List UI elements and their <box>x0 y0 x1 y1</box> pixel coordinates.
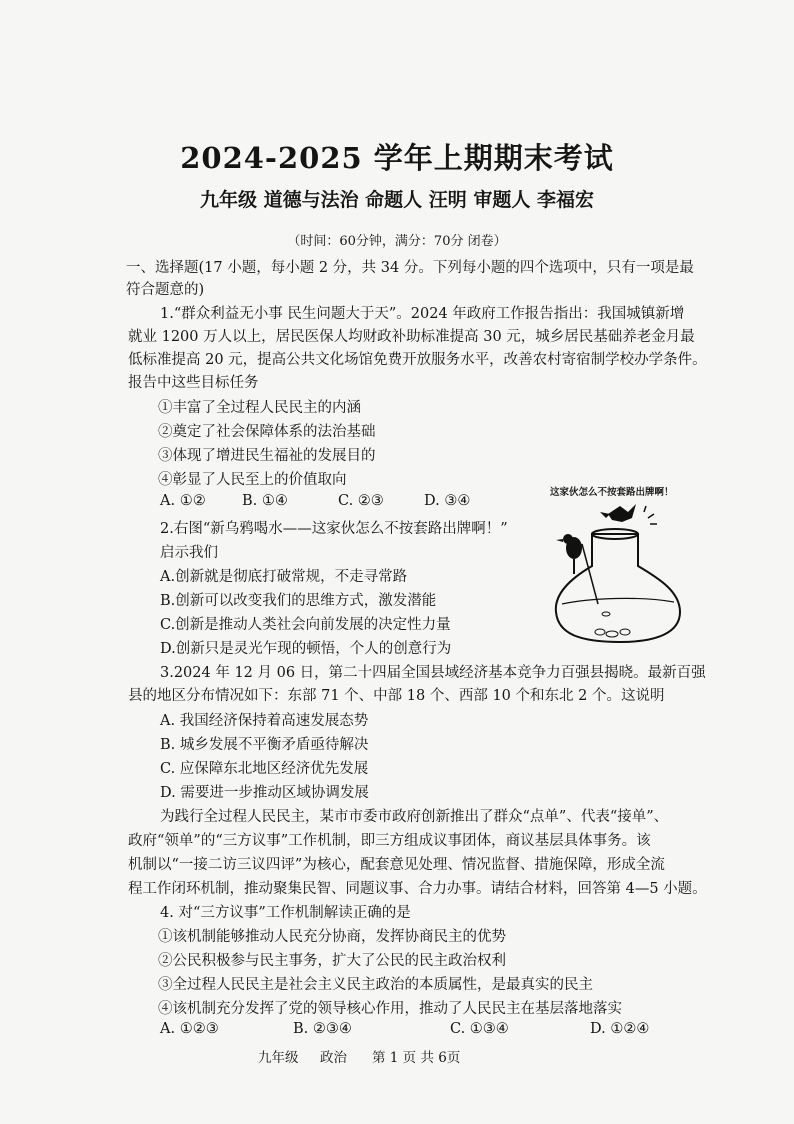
q4-stem: 4. 对“三方议事”工作机制解读正确的是 <box>160 905 411 921</box>
q4-statement-2: ②公民积极参与民主事务，扩大了公民的民主政治权利 <box>158 953 506 969</box>
q1-stem-line2: 就业 1200 万人以上，居民医保人均财政补助标准提高 30 元，城乡居民基础养老金月最 <box>128 329 695 345</box>
q1-option-c: C. ②③ <box>338 493 384 509</box>
footer-grade: 九年级 <box>258 1050 299 1066</box>
q3-stem-line2: 县的地区分布情况如下：东部 71 个、中部 18 个、西部 10 个和东北 2 个。这说明 <box>128 688 665 704</box>
material-line1: 为践行全过程人民民主，某市市委市政府创新推出了群众“点单”、代表“接单”、 <box>160 809 669 825</box>
q2-option-b: B.创新可以改变我们的思维方式，激发潜能 <box>160 593 437 609</box>
q3-option-b: B. 城乡发展不平衡矛盾亟待解决 <box>160 737 369 753</box>
q1-option-b: B. ①④ <box>242 493 288 509</box>
q3-stem-line1: 3.2024 年 12 月 06 日，第二十四届全国县域经济基本竞争力百强县揭晓。最新百强 <box>160 665 706 681</box>
section-heading-line2: 符合题意的) <box>126 282 205 298</box>
exam-subtitle: 九年级 道德与法治 命题人 汪明 审题人 李福宏 <box>199 189 595 211</box>
q1-stem-line3: 低标准提高 20 元，提高公共文化场馆免费开放服务水平，改善农村寄宿制学校办学条件。 <box>128 352 707 368</box>
section-heading-line1: 一、选择题(17 小题，每小题 2 分，共 34 分。下列每小题的四个选项中，只有一项是最 <box>126 260 694 276</box>
q4-statement-4: ④该机制充分发挥了党的领导核心作用，推动了人民民主在基层落地落实 <box>158 1001 622 1017</box>
q4-option-a: A. ①②③ <box>160 1021 219 1037</box>
q3-option-d: D. 需要进一步推动区域协调发展 <box>160 785 369 801</box>
q3-option-c: C. 应保障东北地区经济优先发展 <box>160 761 369 777</box>
exam-title: 2024-2025 学年上期期末考试 <box>180 141 614 175</box>
crow-cartoon <box>540 484 700 649</box>
footer-page: 第 1 页 共 6页 <box>372 1050 461 1066</box>
material-line4: 程工作闭环机制，推动聚集民智、同题议事、合力办事。请结合材料，回答第 4—5 小题。 <box>128 881 707 897</box>
material-line2: 政府“领单”的“三方议事”工作机制，即三方组成议事团体，商议基层具体事务。该 <box>128 833 651 849</box>
q2-option-a: A.创新就是彻底打破常规，不走寻常路 <box>160 569 408 585</box>
vase-illustration <box>540 484 700 649</box>
exam-meta: （时间：60分钟，满分：70分 闭卷） <box>287 234 507 249</box>
q4-statement-1: ①该机制能够推动人民充分协商，发挥协商民主的优势 <box>158 929 506 945</box>
q4-option-b: B. ②③④ <box>293 1021 352 1037</box>
q1-statement-2: ②奠定了社会保障体系的法治基础 <box>158 424 376 440</box>
q4-option-c: C. ①③④ <box>450 1021 509 1037</box>
footer-subject: 政治 <box>320 1050 347 1066</box>
q1-option-a: A. ①② <box>160 493 206 509</box>
q4-statement-3: ③全过程人民民主是社会主义民主政治的本质属性，是最真实的民主 <box>158 977 593 993</box>
cartoon-caption: 这家伙怎么不按套路出牌啊！ <box>550 487 674 498</box>
q1-statement-3: ③体现了增进民生福祉的发展目的 <box>158 448 376 464</box>
q4-option-d: D. ①②④ <box>590 1021 650 1037</box>
q3-option-a: A. 我国经济保持着高速发展态势 <box>160 713 369 729</box>
q1-stem-line1: 1.“群众利益无小事 民生问题大于天”。2024 年政府工作报告指出：我国城镇新增 <box>160 306 685 322</box>
q2-option-d: D.创新只是灵光乍现的顿悟，个人的创意行为 <box>160 641 452 657</box>
q1-statement-4: ④彰显了人民至上的价值取向 <box>158 472 347 488</box>
q1-option-d: D. ③④ <box>424 493 471 509</box>
q2-option-c: C.创新是推动人类社会向前发展的决定性力量 <box>160 617 451 633</box>
q2-stem-line2: 启示我们 <box>160 545 218 561</box>
q1-stem-line4: 报告中这些目标任务 <box>128 375 259 391</box>
q1-statement-1: ①丰富了全过程人民民主的内涵 <box>158 400 361 416</box>
material-line3: 机制以“一接二访三议四评”为核心，配套意见处理、情况监督、措施保障，形成全流 <box>128 857 665 873</box>
q2-stem-line1: 2.右图“新乌鸦喝水——这家伙怎么不按套路出牌啊！” <box>160 521 508 537</box>
